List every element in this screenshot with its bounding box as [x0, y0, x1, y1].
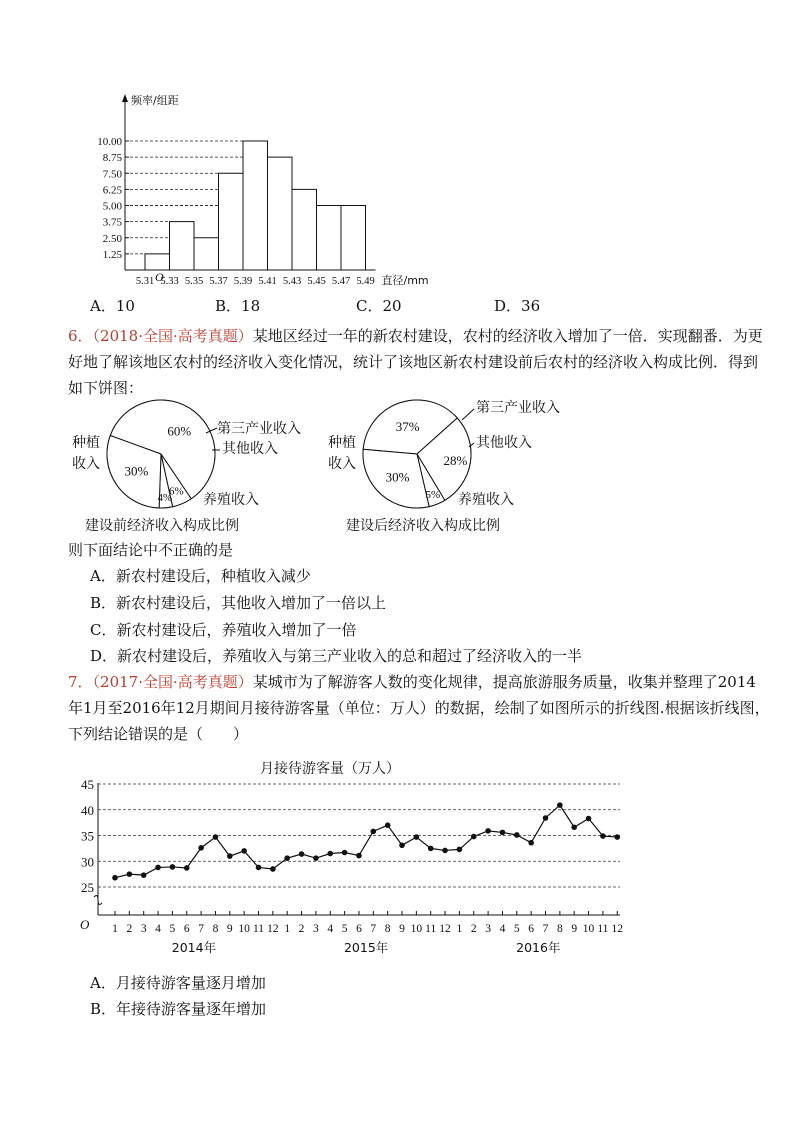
x-tick-label: 2 [126, 923, 133, 935]
x-tick-label: 5.41 [258, 276, 277, 287]
question-stem: 某城市为了解游客人数的变化规律，提高旅游服务质量，收集并整理了2014 [252, 673, 756, 691]
histogram-bar [341, 206, 366, 271]
line-chart [60, 755, 640, 960]
y-tick-label: 10.00 [97, 136, 122, 148]
axis-break [94, 896, 102, 905]
histogram-bar [243, 141, 268, 270]
x-tick-label: 8 [556, 923, 563, 935]
y-tick-label: 40 [81, 802, 94, 818]
pie-category-label: 种植 [328, 435, 356, 451]
leader-line [462, 409, 474, 420]
data-point [586, 816, 592, 822]
year-label: 2015年 [343, 940, 389, 955]
data-point [327, 851, 333, 857]
y-tick-label: 25 [81, 880, 94, 895]
option-d: D．新农村建设后，养殖收入与第三产业收入的总和超过了经济收入的一半 [90, 647, 583, 665]
x-tick-label: 6 [356, 923, 362, 935]
x-tick-label: 5.33 [160, 276, 179, 287]
question-6-prompt: 则下面结论中不正确的是 [68, 541, 234, 559]
y-tick-label: 30 [81, 854, 94, 870]
pie-charts [60, 395, 620, 540]
x-tick-label: 2 [298, 923, 305, 935]
y-axis-arrow [122, 94, 128, 102]
pie-title: 建设前经济收入构成比例 [85, 518, 239, 534]
x-tick-label: 2 [470, 923, 477, 935]
question-6-line2: 好地了解该地区农村的经济收入变化情况，统计了该地区新农村建设前后农村的经济收入构成比例．得到 [68, 353, 759, 371]
x-tick-label: 5.37 [209, 276, 228, 287]
pie-category-label: 其他收入 [476, 435, 532, 451]
series-line [115, 805, 617, 878]
data-point [170, 864, 176, 870]
pie-value-label: 28% [443, 452, 468, 468]
y-tick-label: 8.75 [102, 152, 122, 165]
data-point [528, 840, 534, 846]
x-tick-label: 1 [112, 923, 118, 935]
question-number: 7． [68, 673, 93, 691]
x-tick-label: 12 [439, 923, 451, 935]
option-b: B．新农村建设后，其他收入增加了一倍以上 [90, 594, 387, 612]
data-point [399, 842, 405, 848]
histogram-bar [292, 189, 317, 270]
x-tick-label: 5 [513, 923, 520, 935]
y-tick-label: 5.00 [102, 200, 122, 213]
data-point [571, 824, 577, 830]
data-point [457, 847, 463, 853]
x-tick-label: 10 [238, 923, 250, 935]
option-a: A．新农村建设后，种植收入减少 [90, 567, 311, 585]
question-6-line1 [68, 326, 763, 346]
data-point [614, 834, 620, 840]
data-point [256, 865, 262, 871]
histogram-bar [317, 206, 342, 271]
question-7-line2: 年1月至2016年12月期间月接待游客量（单位：万人）的数据，绘制了如图所示的折线图.根据该折线图， [68, 699, 770, 717]
y-tick-label: 6.25 [102, 184, 122, 197]
pie-category-label: 收入 [72, 456, 100, 472]
question-7-line1 [68, 672, 756, 692]
origin-label: O [80, 917, 90, 932]
data-point [500, 830, 506, 836]
pie-value-label: 6% [168, 485, 184, 498]
x-tick-label: 7 [370, 923, 377, 935]
x-tick-label: 9 [399, 923, 405, 935]
question-stem: 某地区经过一年的新农村建设，农村的经济收入增加了一倍．实现翻番．为更 [252, 327, 763, 345]
x-tick-label: 9 [571, 923, 578, 935]
y-tick-label: 2.50 [102, 232, 122, 245]
pie-value-label: 30% [124, 463, 149, 479]
x-tick-label: 5 [169, 923, 176, 935]
x-tick-label: 8 [212, 923, 219, 935]
y-axis-label: 频率/组距 [131, 94, 179, 107]
option-b: B．年接待游客量逐年增加 [90, 1000, 267, 1018]
origin-label: O [155, 270, 164, 284]
data-point [284, 855, 290, 861]
data-point [127, 871, 133, 877]
y-tick-label: 7.50 [102, 168, 122, 181]
x-tick-label: 5 [341, 923, 348, 935]
data-point [227, 853, 233, 859]
data-point [313, 855, 319, 861]
data-point [198, 845, 204, 851]
y-tick-label: 45 [81, 777, 94, 792]
x-tick-label: 5.43 [282, 276, 302, 287]
data-point [442, 848, 448, 854]
x-tick-label: 9 [226, 923, 233, 935]
histogram-bar [219, 173, 244, 270]
x-tick-label: 11 [252, 923, 265, 935]
pie-category-label: 第三产业收入 [476, 400, 560, 416]
pie-value-label: 4% [157, 491, 173, 504]
data-point [184, 865, 190, 871]
option-b: B．18 [215, 297, 261, 315]
x-tick-label: 12 [267, 923, 279, 935]
x-tick-label: 5.47 [331, 276, 351, 287]
x-tick-label: 10 [410, 923, 423, 935]
option-a: A．月接待游客量逐月增加 [90, 974, 266, 992]
pie-category-label: 养殖收入 [203, 492, 259, 508]
histogram-chart [60, 88, 460, 298]
x-tick-label: 1 [284, 923, 291, 935]
pie-title: 建设后经济收入构成比例 [346, 518, 500, 534]
pie-value-label: 5% [425, 489, 441, 502]
data-point [557, 802, 563, 808]
y-tick-label: 1.25 [102, 248, 122, 261]
pie-category-label: 第三产业收入 [217, 421, 301, 437]
data-point [112, 875, 118, 881]
pie-category-label: 其他收入 [222, 441, 278, 457]
pie-category-label: 养殖收入 [458, 492, 514, 508]
x-tick-label: 4 [155, 923, 161, 935]
data-point [428, 846, 434, 852]
x-tick-label: 1 [456, 923, 463, 935]
question-7-line3: 下列结论错误的是（ ） [68, 725, 249, 743]
x-tick-label: 5.31 [135, 276, 155, 287]
x-tick-label: 3 [485, 923, 491, 935]
pie-category-label: 种植 [72, 435, 100, 451]
option-d: D．36 [494, 297, 541, 315]
data-point [371, 829, 377, 835]
x-tick-label: 4 [499, 923, 506, 935]
x-tick-label: 5.35 [184, 276, 204, 287]
data-point [600, 833, 606, 839]
pie-value-label: 30% [385, 469, 410, 485]
data-point [356, 853, 362, 859]
x-tick-label: 3 [140, 923, 147, 935]
x-tick-label: 11 [425, 923, 437, 935]
question-number: 6． [68, 327, 93, 345]
data-point [241, 848, 247, 854]
data-point [514, 832, 520, 838]
year-label: 2016年 [516, 940, 561, 955]
data-point [485, 828, 491, 834]
data-point [213, 834, 219, 840]
x-tick-label: 5.45 [307, 276, 326, 287]
pie-value-label: 60% [167, 423, 192, 439]
pie-value-label: 37% [395, 418, 420, 434]
x-tick-label: 5.39 [233, 276, 253, 287]
x-tick-label: 7 [542, 923, 549, 935]
option-c: C．新农村建设后，养殖收入增加了一倍 [90, 621, 357, 639]
histogram-bar [268, 157, 293, 270]
data-point [342, 850, 348, 856]
year-label: 2014年 [171, 940, 217, 955]
data-point [270, 866, 276, 872]
data-point [414, 834, 420, 840]
x-tick-label: 5.49 [356, 276, 375, 287]
y-tick-label: 35 [81, 828, 94, 844]
data-point [141, 872, 147, 878]
x-tick-label: 3 [313, 923, 319, 935]
data-point [299, 851, 305, 857]
pie-category-label: 收入 [328, 456, 356, 472]
x-tick-label: 11 [597, 923, 609, 935]
x-tick-label: 6 [528, 923, 535, 935]
histogram-bar [145, 254, 170, 270]
data-point [155, 865, 161, 871]
option-c: C．20 [356, 297, 402, 315]
x-axis-label: 直径/mm [381, 274, 429, 287]
histogram-bar [194, 238, 219, 270]
chart-title: 月接待游客量（万人） [260, 761, 400, 777]
x-tick-label: 10 [582, 923, 595, 935]
data-point [385, 822, 391, 828]
histogram-bar [170, 222, 195, 270]
question-6-line3: 如下饼图： [68, 379, 144, 397]
x-tick-label: 12 [611, 923, 623, 935]
data-point [471, 834, 477, 840]
x-tick-label: 4 [327, 923, 334, 935]
option-a: A．10 [90, 297, 135, 315]
question-source: （2017·全国·高考真题） [92, 673, 253, 691]
x-tick-label: 8 [384, 923, 391, 935]
x-tick-label: 6 [183, 923, 190, 935]
x-tick-label: 7 [198, 923, 204, 935]
y-tick-label: 3.75 [102, 216, 122, 229]
data-point [543, 815, 549, 821]
question-source: （2018·全国·高考真题） [92, 327, 253, 345]
